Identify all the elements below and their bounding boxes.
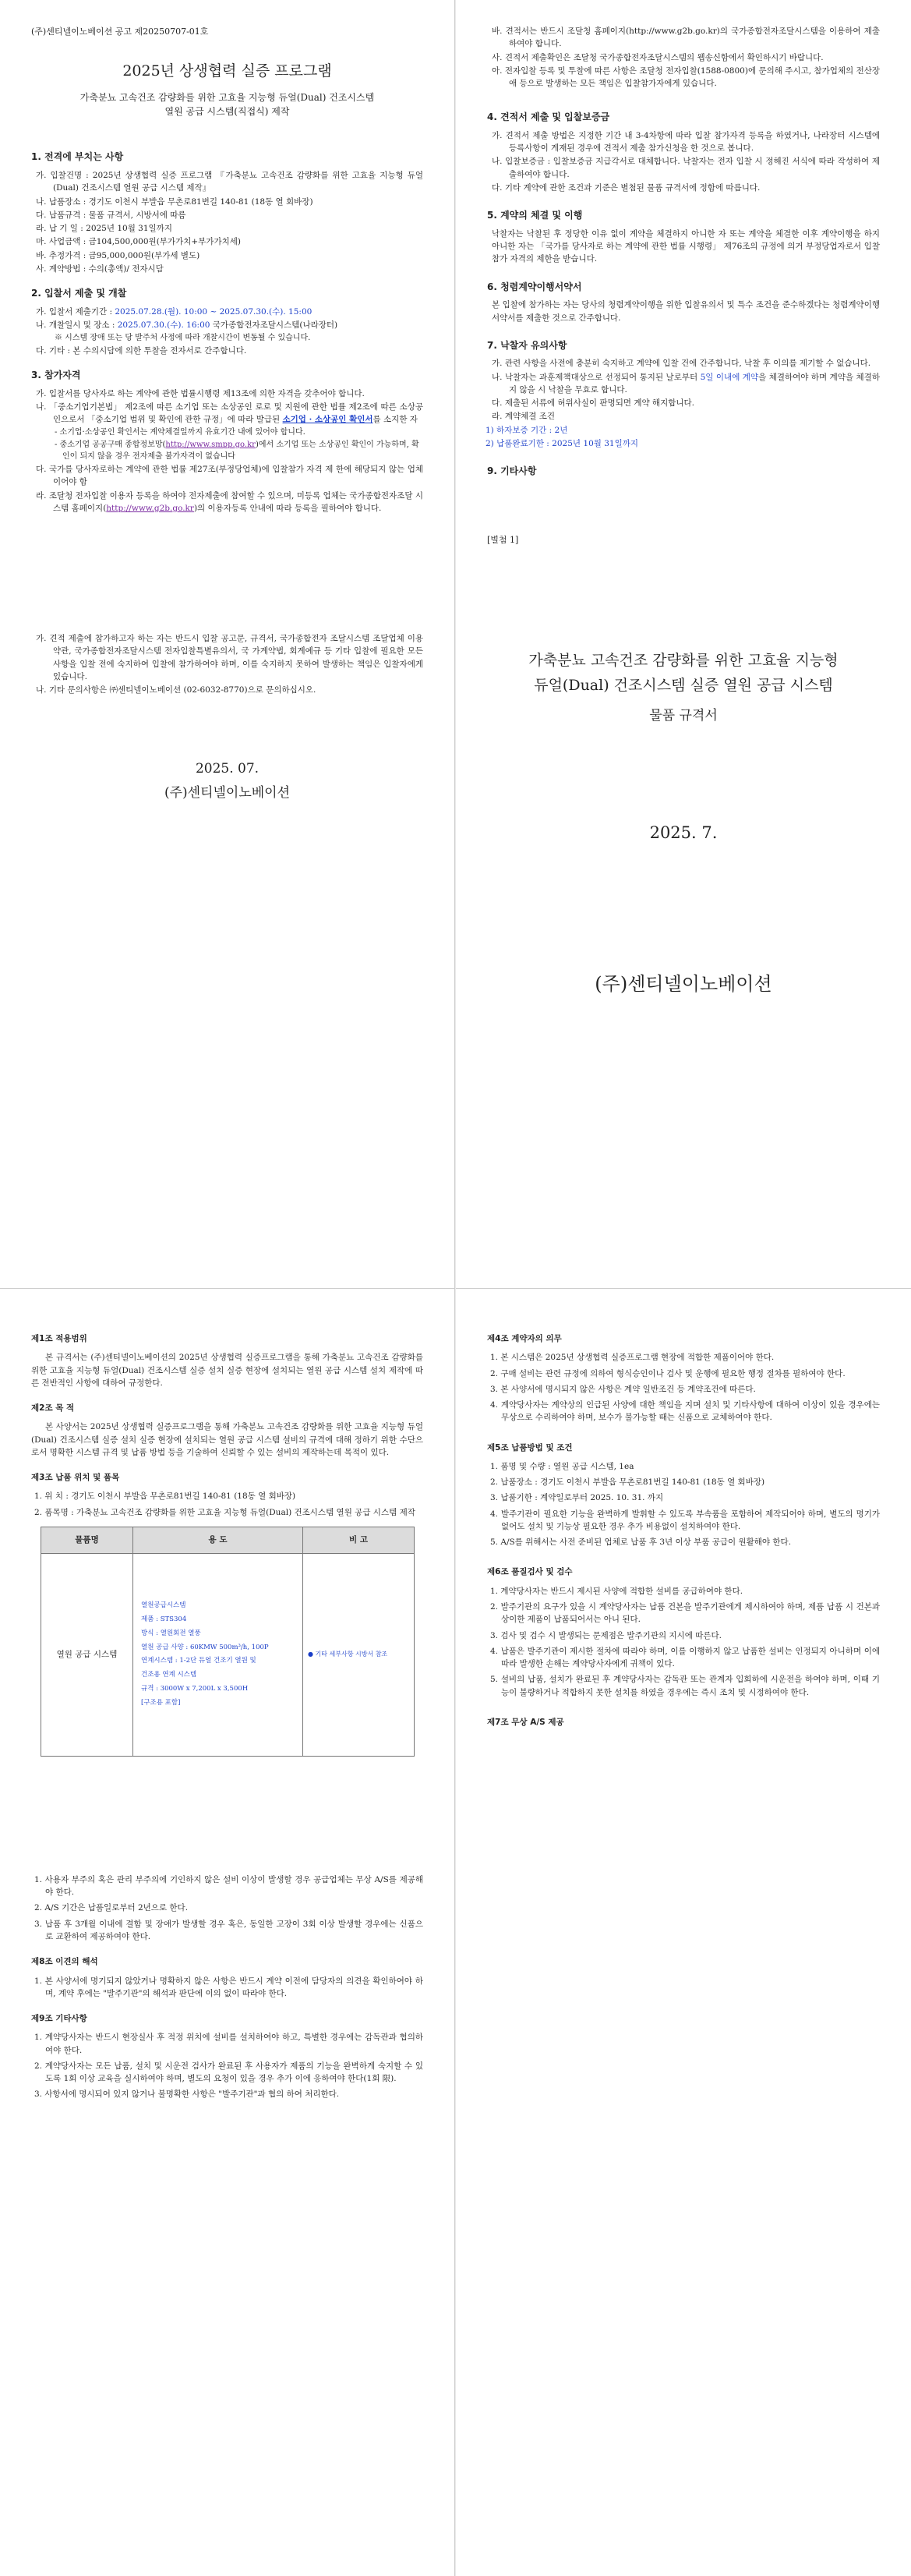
notice-page-2 bbox=[456, 0, 911, 1288]
item-spec-table bbox=[41, 1527, 415, 1757]
article-6-item: 3. 검사 및 검수 시 발생되는 문제점은 발주기관의 지시에 따른다. bbox=[490, 1630, 722, 1640]
table-row bbox=[41, 1553, 415, 1756]
qualification-tail: 를 소지한 자 bbox=[373, 415, 418, 425]
article-6-item: 1. 계약당사자는 반드시 제시된 사양에 적합한 설비를 공급하여야 한다. bbox=[490, 1586, 743, 1596]
column-header: 용 도 bbox=[133, 1527, 303, 1553]
section-1-item: 사. 계약방법 : 수의(총액)/ 전자시담 bbox=[36, 264, 164, 274]
as-item: 1. 사용자 부주의 혹은 관리 부주의에 기인하지 않은 설비 이상이 발생할 경우 공급업체는 무상 A/S를 제공해야 한다. bbox=[34, 1874, 423, 1898]
usage-line: 연계시스템 : 1-2단 듀얼 건조기 열원 및 bbox=[141, 1657, 256, 1665]
spacer bbox=[31, 1757, 423, 1874]
contract-deadline-text: 나. 낙찰자는 과훈제책대상으로 선정되어 통지된 날로부터 bbox=[492, 372, 701, 382]
warranty-period: 1) 하자보증 기간 : 2년 bbox=[486, 425, 568, 435]
section-4-item: 다. 기타 계약에 관한 조건과 기준은 별첨된 물품 규격서에 정함에 따릅니다. bbox=[492, 182, 761, 193]
article-4-item: 2. 구매 설비는 관련 규정에 의하여 형식승인이나 검사 및 운행에 필요한 행정 절차를 필하여야 한다. bbox=[490, 1368, 846, 1378]
article-9-heading: 제9조 기타사항 bbox=[31, 2014, 87, 2024]
spec-company: (주)센티넬이노베이션 bbox=[595, 973, 772, 996]
item-note-cell: ● 기타 세부사항 시방서 참조 bbox=[303, 1553, 415, 1756]
article-5-item: 2. 납품장소 : 경기도 이천시 부발읍 무촌로81번길 140-81 (18동 열 회바장) bbox=[490, 1477, 765, 1488]
column-header: 비 고 bbox=[303, 1527, 415, 1553]
contract-deadline: 5일 이내에 계약 bbox=[700, 372, 759, 382]
usage-line: [구조용 포함] bbox=[141, 1698, 181, 1707]
section-1-item: 라. 납 기 일 : 2025년 10월 31일까지 bbox=[36, 224, 172, 234]
spec-title-line-1: 가축분뇨 고속건조 감량화를 위한 고효율 지능형 bbox=[528, 651, 839, 669]
delivery-deadline: 2) 납품완료기한 : 2025년 10월 31일까지 bbox=[486, 438, 639, 448]
section-4-heading: 4. 견적서 제출 및 입찰보증금 bbox=[487, 111, 610, 123]
as-item: 2. A/S 기간은 납품일로부터 2년으로 한다. bbox=[34, 1903, 189, 1913]
spec-page-2 bbox=[456, 1288, 911, 2576]
section-3-heading: 3. 참가자격 bbox=[31, 370, 81, 381]
article-6-item: 5. 설비의 납품, 설치가 완료된 후 계약당사자는 감독관 또는 관계자 입회하에 시운전을 하여야 하며, 이때 기능이 불량하거나 적합하지 못한 설치를 하였을 경우에는 즉시 조치 및 시정하여야 한다. bbox=[490, 1675, 880, 1697]
article-2-heading: 제2조 목 적 bbox=[31, 1403, 75, 1414]
section-7-item: 다. 제출된 서류에 허위사실이 판명되면 계약 해지합니다. bbox=[492, 398, 694, 409]
section-3-item: 가. 입찰서를 당사자로 하는 계약에 관한 법률시행령 제13조에 의한 자격을 갖추어야 합니다. bbox=[36, 388, 365, 398]
section-3-item bbox=[31, 401, 423, 426]
qualification-bullet: - 소기업·소상공인 확인서는 계약체결일까지 유효기간 내에 있어야 합니다. bbox=[55, 428, 305, 437]
article-8-heading: 제8조 이견의 해석 bbox=[31, 1957, 98, 1967]
contract-deadline-tail: 을 체결하여야 하며 계약을 체결하지 않을 시 낙찰을 무효로 합니다. bbox=[509, 372, 880, 395]
article-7-heading: 제7조 무상 A/S 제공 bbox=[487, 1717, 564, 1727]
article-9-item: 3. 사항서에 명시되어 있지 않거나 불명확한 사항은 "발주기관"과 협의 하여 처리한다. bbox=[34, 2089, 340, 2100]
article-3-item: 2. 품목명 : 가축분뇨 고속건조 감량화를 위한 고효율 지능형 듀얼(Dual) 건조시스템 열원 공급 시스템 제작 bbox=[34, 1507, 415, 1517]
article-8-item: 1. 본 사양서에 명기되지 않았거나 명확하지 않은 사항은 반드시 계약 이전에 담당자의 의견을 확인하여야 하며, 계약 후에는 "발주기관"의 해석과 판단에 이의 없이 따라야 한다. bbox=[34, 1976, 423, 1998]
section-4-item: 나. 입찰보증금 : 입찰보증금 지급각서로 대체합니다. 낙찰자는 전자 입찰 시 정해진 서식에 따라 작성하여 제출하여야 합니다. bbox=[492, 157, 880, 179]
opening-date-label: 나. 개찰일시 및 장소 : bbox=[36, 320, 118, 331]
g2b-text-tail: )의 이용자등록 안내에 따라 등록을 필하여야 합니다. bbox=[193, 503, 382, 513]
spec-page-1 bbox=[0, 1288, 455, 2576]
subtitle-line-2: 열원 공급 시스템(직접식) 제작 bbox=[164, 106, 290, 118]
page-subtitle bbox=[31, 90, 423, 119]
section-6-heading: 6. 청렴계약이행서약서 bbox=[487, 281, 582, 292]
section-7-heading: 7. 낙찰자 유의사항 bbox=[487, 339, 567, 351]
article-4-heading: 제4조 계약자의 의무 bbox=[487, 1334, 562, 1343]
section-7-item: 라. 계약체결 조건 bbox=[492, 412, 556, 422]
page-title: 2025년 상생협력 실증 프로그램 bbox=[122, 62, 332, 80]
usage-line: 규격 : 3000W x 7,200L x 3,500H bbox=[141, 1685, 249, 1693]
usage-line: 제품 : STS304 bbox=[141, 1615, 187, 1623]
section-9-heading: 9. 기타사항 bbox=[487, 465, 537, 477]
article-3-item: 1. 위 치 : 경기도 이천시 부발읍 무촌로81번길 140-81 (18동 열 회바장) bbox=[34, 1491, 296, 1502]
closing-item: 가. 견적 제출에 참가하고자 하는 자는 반드시 입찰 공고문, 규격서, 국가종합전자 조달시스템 조달업체 이용약관, 국가종합전자조달시스템 전자입찰특별유의서, 국 가계약법, 회계예규 등 기타 입찰에 필요한 모든 사항을 입찰 전에 숙지하여 입찰에 참가하여야 하며, 이를 숙지하지 못하여 발생하는 책임은 입찰자에게 있습니다. bbox=[36, 634, 423, 681]
spec-date: 2025. 7. bbox=[649, 823, 718, 842]
spec-title-line-2: 듀얼(Dual) 건조시스템 실증 열원 공급 시스템 bbox=[534, 677, 833, 695]
article-6-item: 2. 발주기관의 요구가 있을 시 계약당사자는 납품 건본을 발주기관에게 제시하여야 하며, 제품 납품 시 건본과 상이한 제품이 납품되어서는 아니 된다. bbox=[490, 1601, 880, 1625]
section-5-heading: 5. 계약의 체결 및 이행 bbox=[487, 210, 583, 221]
section-3-item: 다. 국가를 당사자로하는 계약에 관한 법률 제27조(부정당업체)에 입찰참가 자격 제 한에 해당되지 않는 업체이어야 함 bbox=[36, 464, 423, 487]
section-1-item: 바. 추정가격 : 금95,000,000원(부가세 별도) bbox=[36, 250, 200, 260]
section-1-item: 나. 납품장소 : 경기도 이천시 부발읍 무촌로81번길 140-81 (18동 열 회바장) bbox=[36, 196, 313, 207]
article-5-item: 4. 발주기관이 필요한 기능을 완벽하게 발휘할 수 있도록 부속품을 포함하여 제작되어야 하며, 별도의 명기가 없어도 설치 및 기능상 필요한 경우 추가 비용없이 설치하여야 한다. bbox=[490, 1509, 880, 1531]
qualification-bullet bbox=[31, 439, 423, 463]
article-6-heading: 제6조 품질검사 및 검수 bbox=[487, 1567, 573, 1577]
g2b-text: 라. 조달청 전자입찰 이용자 등록을 하여야 전자제출에 참여할 수 있으며, 미등록 업체는 국가종합전자조달 시스템 홈페이지( bbox=[36, 490, 423, 513]
company-name: (주)센티넬이노베이션 bbox=[164, 784, 291, 801]
section-6-text: 본 입찰에 참가하는 자는 당사의 청렴계약이행을 위한 입찰유의서 및 특수 조건을 준수하겠다는 청렴계약이행서약서를 제출한 것으로 간주합니다. bbox=[492, 300, 880, 323]
usage-line: 열원 공급 사양 : 60KMW 500m³/h, 100P bbox=[141, 1643, 269, 1651]
spacer bbox=[31, 515, 423, 632]
opening-date-value: 2025.07.30.(수). 16:00 bbox=[117, 320, 210, 331]
article-2-text: 본 사양서는 2025년 상생협력 실증프로그램을 통해 가축분뇨 고속건조 감량화를 위한 고효율 지능형 듀얼(Dual) 건조시스템 실증 설치 실증 현장에 설치되는 열원 공급 시스템 설비의 규격에 대해 정하기 위한 수단으로서 명확한 시스템 규격 및 납품 방법 등을 기술하여 신뢰할 수 있는 설비의 제작하는데 목적이 있다. bbox=[31, 1422, 423, 1457]
table-header-row bbox=[41, 1527, 415, 1553]
usage-line: 방식 : 열원회전 열풍 bbox=[141, 1629, 201, 1637]
contact-item: 나. 기타 문의사항은 ㈜센티넬이노베이션 (02-6032-8770)으로 문의하십시오. bbox=[36, 685, 316, 695]
article-5-item: 5. A/S를 위해서는 사전 준비된 업체로 납품 후 3년 이상 부품 공급이 원활해야 한다. bbox=[490, 1537, 792, 1548]
section-1-heading: 1. 전격에 부치는 사항 bbox=[31, 151, 124, 163]
notice-number: (주)센티넬이노베이션 공고 제20250707-01호 bbox=[31, 27, 209, 37]
opening-date bbox=[31, 319, 423, 331]
article-5-item: 3. 납품기한 : 계약일로부터 2025. 10. 31. 까지 bbox=[490, 1493, 664, 1503]
article-3-heading: 제3조 납품 위치 및 품목 bbox=[31, 1473, 120, 1483]
section-2-item: 다. 기타 : 본 수의시담에 의한 투찰을 전자서로 간주합니다. bbox=[36, 345, 247, 356]
section-1-item: 마. 사업금액 : 금104,500,000원(부가가치+부가가치세) bbox=[36, 237, 241, 247]
article-6-item: 4. 납품은 발주기관이 제시한 절차에 따라야 하며, 이를 이행하지 않고 납품한 설비는 인정되지 아니하며 이에 따라 발생한 손해는 계약당사자에게 귀책이 있다. bbox=[490, 1646, 880, 1669]
item-name-cell: 열원 공급 시스템 bbox=[41, 1553, 133, 1756]
section-3-item: 아. 전자입찰 등록 및 투찰에 따른 사항은 조달청 전자입찰(1588-0800)에 문의해 주시고, 참가업체의 전산장애 등으로 발생하는 모든 책임은 입찰참가자에게 있습니다. bbox=[492, 65, 880, 89]
bid-period-label: 가. 입찰서 제출기간 : bbox=[36, 306, 115, 317]
item-usage-cell bbox=[133, 1553, 303, 1756]
article-1-heading: 제1조 적용범위 bbox=[31, 1334, 87, 1343]
g2b-link[interactable]: http://www.g2b.go.kr bbox=[106, 503, 194, 513]
section-3-item: 사. 견적서 제출확인은 조달청 국가종합전자조달시스템의 웹송신함에서 확인하시기 바랍니다. bbox=[492, 52, 824, 62]
smpp-text: - 중소기업 공공구매 종합정보망( bbox=[55, 440, 166, 449]
opening-note: ※ 시스템 장애 또는 당 발주처 사정에 따라 개찰시간이 변동될 수 있습니다. bbox=[55, 334, 311, 343]
annex-label: [별첨 1] bbox=[487, 534, 519, 545]
subtitle-line-1: 가축분뇨 고속건조 감량화를 위한 고효율 지능형 듀얼(Dual) 건조시스템 bbox=[79, 92, 375, 104]
notice-date: 2025. 07. bbox=[195, 761, 260, 777]
article-4-item: 3. 본 사양서에 명시되지 않은 사항은 계약 일반조건 등 계약조건에 따른다. bbox=[490, 1384, 756, 1394]
section-1-item: 가. 입찰건명 : 2025년 상생협력 실증 프로그램 『가축분뇨 고속건조 감량화를 위한 고효율 지능형 듀얼(Dual) 건조시스템 열원 공급 시스템 제작』 bbox=[36, 171, 423, 193]
small-business-cert-link[interactable]: 소기업 · 소상공인 확인서 bbox=[282, 415, 373, 425]
usage-line: 건조용 연계 시스템 bbox=[141, 1671, 197, 1679]
spec-subtitle: 물품 규격서 bbox=[649, 708, 718, 724]
section-5-text: 낙찰자는 낙찰된 후 정당한 이유 없이 계약을 체결하지 아니한 자 또는 계약을 체결한 이후 계약이행을 하지 아니한 자는 「국가를 당사자로 하는 계약에 관한 법률 시행령」 제76조의 규정에 의거 부정당업자로서 입찰참가 자격의 제한을 받습니다. bbox=[492, 228, 880, 264]
article-4-item: 4. 계약당사자는 계약상의 인급된 사양에 대한 책임을 지며 설치 및 기타사항에 대하여 이상이 있을 경우에는 무상으로 수리하여야 하며, 보수가 불가능할 때는 신품으로 교체하여야 한다. bbox=[490, 1400, 880, 1423]
usage-line: 열원공급시스템 bbox=[141, 1601, 186, 1610]
article-9-item: 2. 계약당사자는 모든 납품, 설치 및 시운전 검사가 완료된 후 사용자가 제품의 기능을 완벽하게 숙지할 수 있도록 1회 이상 교육을 실시하여야 하며, 별도의 요청이 있을 경우 추가 이에 응하여야 한다(1회 限). bbox=[34, 2061, 423, 2084]
article-1-text: 본 규격서는 (주)센티넬이노베이션의 2025년 상생협력 실증프로그램을 통해 가축분뇨 고속건조 감량화를 위한 고효율 지능형 듀얼(Dual) 건조시스템 실증 설치 실증 현장에 설치되는 열원 공급 시스템 설치 제작에 따른 전반적인 사항에 대하여 규정한다. bbox=[31, 1353, 423, 1388]
article-5-item: 1. 품명 및 수량 : 열원 공급 시스템, 1ea bbox=[490, 1461, 634, 1471]
smpp-link[interactable]: http://www.smpp.go.kr bbox=[165, 440, 256, 449]
qualification-text: 나. 「중소기업기본법」 제2조에 따른 소기업 또는 소상공인 로로 및 지원에 관한 법률 제2조에 따른 소상공인으로서 「중소기업 범위 및 확인에 관한 규정」에 따라 발급된 bbox=[36, 402, 423, 425]
as-item: 3. 납품 후 3개월 이내에 결함 및 장애가 발생할 경우 혹은, 동일한 고장이 3회 이상 발생할 경우에는 신품으로 교환하여 제공하여야 한다. bbox=[34, 1919, 423, 1941]
bid-period-value: 2025.07.28.(월). 10:00 ~ 2025.07.30.(수). 15:00 bbox=[115, 306, 312, 317]
opening-place: 국가종합전자조달시스템(나라장터) bbox=[210, 320, 338, 331]
bid-period bbox=[31, 306, 423, 318]
article-9-item: 1. 계약당사자는 반드시 현장실사 후 적정 위치에 설비를 설치하여야 하고, 특별한 경우에는 감독관과 협의하여야 한다. bbox=[34, 2033, 423, 2055]
section-7-item bbox=[487, 371, 880, 397]
section-3-item: 바. 견적서는 반드시 조달청 홈페이지(http://www.g2b.go.kr)의 국가종합전자조달시스템을 이용하여 제출하여야 합니다. bbox=[492, 27, 880, 49]
smpp-text-tail: )에서 소기업 또는 소상공인 확인이 가능하며, 확인이 되지 않을 경우 전자제출 불가자격이 없습니다 bbox=[62, 440, 419, 462]
section-1-item: 다. 납품규격 : 물품 규격서, 시방서에 따름 bbox=[36, 210, 186, 220]
article-4-item: 1. 본 시스템은 2025년 상생협력 실증프로그램 현장에 적합한 제품이어야 한다. bbox=[490, 1353, 775, 1363]
section-7-item: 가. 관련 사항을 사전에 충분히 숙지하고 계약에 입찰 건에 간주합니다, 낙찰 후 이의를 제기할 수 없습니다. bbox=[492, 359, 871, 369]
notice-page-1 bbox=[0, 0, 455, 1288]
section-4-item: 가. 견적서 제출 방법은 지정한 기간 내 3-4차항에 따라 입찰 참가자격 등록을 하였거나, 나라장터 시스템에 등록사항이 게재된 경우에 견적서 제출 참가신청을 한 것으로 봅니다. bbox=[492, 130, 880, 154]
article-5-heading: 제5조 납품방법 및 조건 bbox=[487, 1442, 573, 1453]
column-header: 물품명 bbox=[41, 1527, 133, 1553]
section-3-item bbox=[31, 490, 423, 515]
spec-title bbox=[487, 648, 880, 699]
section-2-heading: 2. 입찰서 제출 및 개찰 bbox=[31, 288, 127, 299]
